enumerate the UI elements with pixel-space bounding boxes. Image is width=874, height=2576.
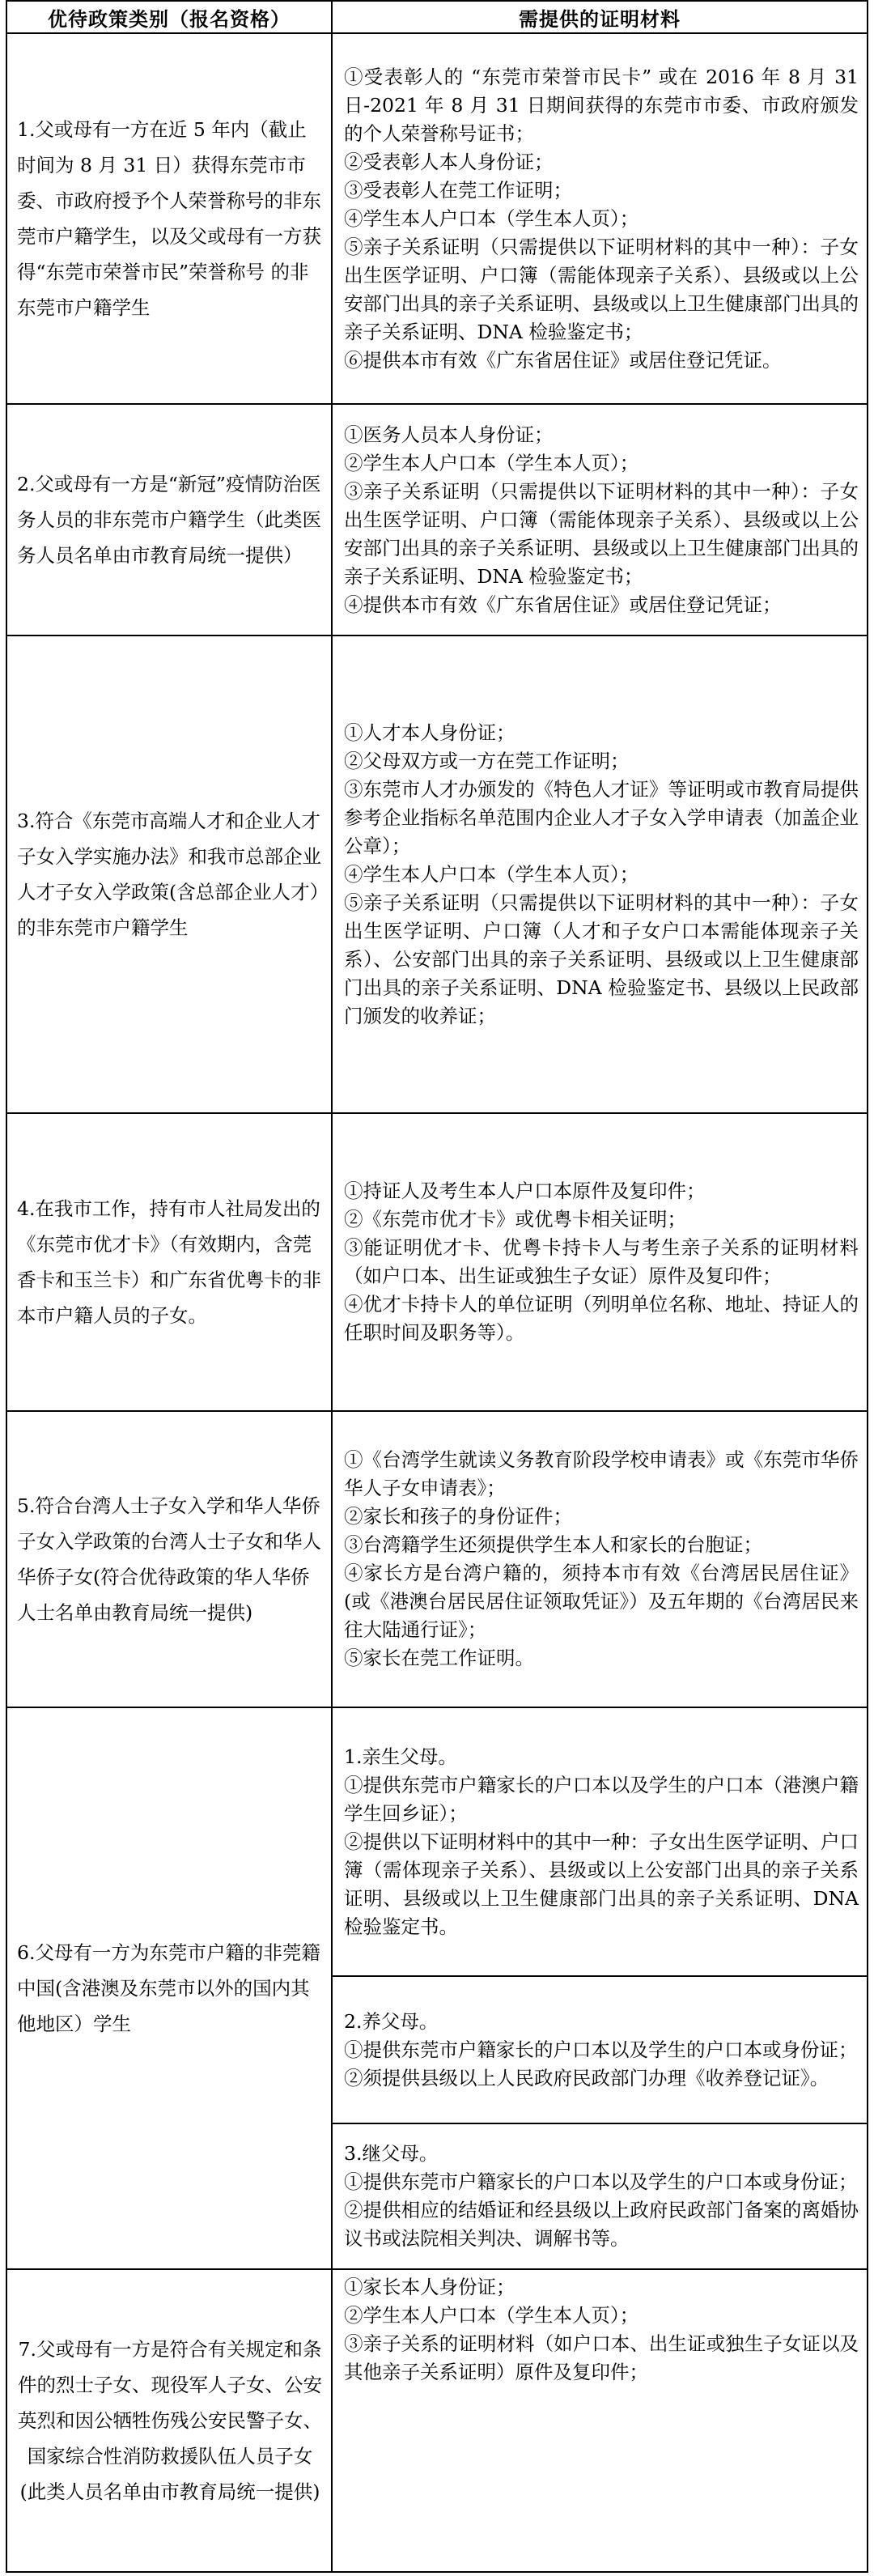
material-item: ②学生本人户口本（学生本人页）；: [344, 451, 639, 474]
category-cell: 6.父母有一方为东莞市户籍的非莞籍中国(含港澳及东莞市以外的国内其他地区）学生: [6, 1707, 332, 2269]
category-cell: 5.符合台湾人士子女入学和华人华侨子女入学政策的台湾人士子女和华人华侨子女(符合优待政策的华人华侨人士名单由教育局统一提供): [6, 1411, 332, 1707]
material-item: ②家长和孩子的身份证件；: [344, 1505, 572, 1528]
table-row: [6, 635, 868, 1113]
materials-cell-birth-parents: [332, 1707, 868, 1976]
material-item: ②《东莞市优才卡》或优粤卡相关证明；: [344, 1208, 686, 1231]
material-item: ②提供相应的结婚证和经县级以上政府民政部门备案的离婚协议书或法院相关判决、调解书等。: [344, 2199, 859, 2250]
materials-cell-step-parents: [332, 2123, 868, 2269]
table-row: [6, 2269, 868, 2572]
material-item: ⑤家长在莞工作证明。: [344, 1647, 534, 1669]
materials-cell: [332, 1411, 868, 1707]
material-item: ②学生本人户口本（学生本人页）；: [344, 2304, 639, 2327]
material-item: ①持证人及考生本人户口本原件及复印件；: [344, 1180, 706, 1202]
category-cell: 4.在我市工作，持有市人社局发出的《东莞市优才卡》（有效期内，含莞香卡和玉兰卡）和广东省优粤卡的非本市户籍人员的子女。: [6, 1113, 332, 1411]
material-item: ②须提供县级以上人民政府民政部门办理《收养登记证》。: [344, 2066, 829, 2089]
category-cell: 2.父或母有一方是“新冠”疫情防治医务人员的非东莞市户籍学生（此类医务人员名单由市教育局统一提供）: [6, 404, 332, 635]
policy-table: [6, 0, 868, 2573]
table-row: [6, 1113, 868, 1411]
material-item: ③能证明优才卡、优粤卡持卡人与考生亲子关系的证明材料（如户口本、出生证或独生子女证）原件及复印件；: [344, 1236, 859, 1287]
table-row: [6, 1411, 868, 1707]
materials-cell: [332, 33, 868, 404]
material-item: ③亲子关系证明（只需提供以下证明材料的其中一种）：子女出生医学证明、户口簿（需能体现亲子关系）、县级或以上公安部门出具的亲子关系证明、县级或以上卫生健康部门出具的亲子关系证明、DNA 检验鉴定书；: [344, 479, 859, 588]
material-item: ③亲子关系的证明材料（如户口本、出生证或独生子女证以及其他亲子关系证明）原件及复印件；: [344, 2332, 859, 2383]
material-item: ①受表彰人的 “东莞市荣誉市民卡” 或在 2016 年 8 月 31 日-2021 年 8 月 31 日期间获得的东莞市市委、市政府颁发的个人荣誉称号证书；: [344, 65, 859, 145]
material-item: ④学生本人户口本（学生本人页）；: [344, 862, 639, 886]
table-row: [6, 404, 868, 635]
material-item: ③受表彰人在莞工作证明；: [344, 178, 572, 202]
materials-cell: [332, 1113, 868, 1411]
material-item: ①家长本人身份证；: [344, 2276, 515, 2298]
material-item: ①提供东莞市户籍家长的户口本以及学生的户口本或身份证；: [344, 2038, 858, 2061]
materials-cell: [332, 635, 868, 1113]
table-row: [6, 33, 868, 404]
material-item: ④提供本市有效《广东省居住证》或居住登记凭证；: [344, 593, 782, 616]
material-item: ①提供东莞市户籍家长的户口本以及学生的户口本或身份证；: [344, 2170, 858, 2193]
sub-category-title: 1.亲生父母。: [344, 1745, 457, 1768]
material-item: ②父母双方或一方在莞工作证明；: [344, 749, 630, 772]
category-cell: 3.符合《东莞市高端人才和企业人才子女入学实施办法》和我市总部企业人才子女入学政策(含总部企业人才）的非东莞市户籍学生: [6, 635, 332, 1113]
materials-cell: [332, 2269, 868, 2572]
material-item: ①医务人员本人身份证；: [344, 423, 554, 446]
material-item: ④学生本人户口本（学生本人页）；: [344, 206, 639, 230]
material-item: ①《台湾学生就读义务教育阶段学校申请表》或《东莞市华侨华人子女申请表》；: [344, 1448, 859, 1499]
material-item: ③东莞市人才办颁发的《特色人才证》等证明或市教育局提供参考企业指标名单范围内企业人才子女入学申请表（加盖企业公章）；: [344, 777, 859, 857]
material-column-header: 需提供的证明材料: [332, 1, 868, 33]
material-item: ③台湾籍学生还须提供学生本人和家长的台胞证；: [344, 1533, 762, 1556]
category-cell: 1.父或母有一方在近 5 年内（截止时间为 8 月 31 日）获得东莞市市委、市政府授予个人荣誉称号的非东莞市户籍学生，以及父或母有一方获得“东莞市荣誉市民”荣誉称号 的非东莞市户籍学生: [6, 33, 332, 404]
material-item: ④家长方是台湾户籍的，须持本市有效《台湾居民居住证》(或《港澳台居民居住证领取凭证》）及五年期的《台湾居民来往大陆通行证》；: [344, 1562, 859, 1641]
material-item: ④优才卡持卡人的单位证明（列明单位名称、地址、持证人的任职时间及职务等）。: [344, 1293, 859, 1344]
material-item: ⑤亲子关系证明（只需提供以下证明材料的其中一种）：子女出生医学证明、户口簿（需能体现亲子关系）、县级或以上公安部门出具的亲子关系证明、县级或以上卫生健康部门出具的亲子关系证明、DNA 检验鉴定书；: [344, 235, 859, 343]
material-item: ①人才本人身份证；: [344, 721, 515, 744]
material-item: ②受表彰人本人身份证；: [344, 150, 554, 173]
materials-cell: [332, 404, 868, 635]
category-cell: 7.父或母有一方是符合有关规定和条件的烈士子女、现役军人子女、公安英烈和因公牺牲伤残公安民警子女、国家综合性消防救援队伍人员子女(此类人员名单由市教育局统一提供): [6, 2269, 332, 2572]
material-item: ②提供以下证明材料中的其中一种：子女出生医学证明、户口簿（需体现亲子关系）、县级或以上公安部门出具的亲子关系证明、县级或以上卫生健康部门出具的亲子关系证明、DNA 检验鉴定书。: [344, 1830, 859, 1938]
table-row: [6, 1707, 868, 1976]
sub-category-title: 2.养父母。: [344, 2009, 439, 2033]
materials-cell-adoptive-parents: [332, 1976, 868, 2123]
table-header-row: [6, 1, 868, 33]
category-column-header: 优待政策类别（报名资格）: [6, 1, 332, 33]
material-item: ⑥提供本市有效《广东省居住证》或居住登记凭证。: [344, 348, 782, 372]
material-item: ⑤亲子关系证明（只需提供以下证明材料的其中一种）：子女出生医学证明、户口簿（人才和子女户口本需能体现亲子关系）、公安部门出具的亲子关系证明、县级或以上卫生健康部门出具的亲子关系证明、DNA 检验鉴定书、县级以上民政部门颁发的收养证；: [344, 891, 859, 1027]
material-item: ①提供东莞市户籍家长的户口本以及学生的户口本（港澳户籍学生回乡证）；: [344, 1773, 859, 1825]
sub-category-title: 3.继父母。: [344, 2142, 439, 2165]
